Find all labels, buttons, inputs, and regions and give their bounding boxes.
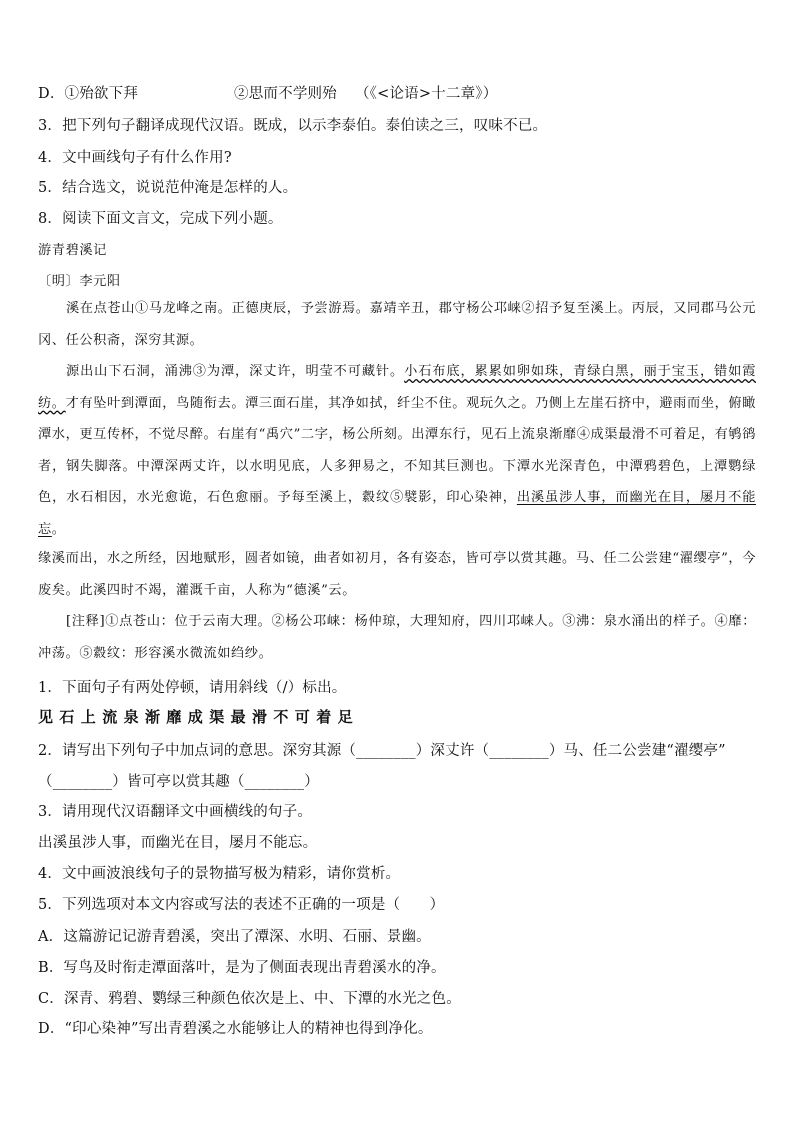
option-d-second: ②思而不学则殆 xyxy=(234,86,337,102)
question-3-top: 3．把下列句子翻译成现代汉语。既成，以示李泰伯。泰伯读之三，叹味不已。 xyxy=(38,118,548,134)
passage-paragraph-2 xyxy=(38,356,756,546)
question-1: 1．下面句子有两处停顿，请用斜线（/）标出。 xyxy=(38,680,347,696)
question-1-sentence: 见石上流泉渐靡成渠最滑不可着足 xyxy=(38,708,360,726)
option-d-line xyxy=(38,82,497,103)
passage-paragraph-3: 缘溪而出，水之所经，因地赋形，圆者如镜，曲者如初月，各有姿态，皆可亭以赏其趣。马、任二公尝建“濯缨亭”，今废矣。此溪四时不竭，灌溉千亩，人称为“德溪”云。 xyxy=(38,551,756,598)
question-3-sentence: 出溪虽涉人事，而幽光在目，屡月不能忘。 xyxy=(38,835,318,851)
question-4-top: 4．文中画线句子有什么作用? xyxy=(38,150,232,166)
underlined-sentence: 出溪虽涉人事，而幽光在目，屡月不能忘 xyxy=(38,490,756,537)
question-5-top: 5．结合选文，说说范仲淹是怎样的人。 xyxy=(38,180,298,196)
option-b: B．写鸟及时衔走潭面落叶，是为了侧面表现出青碧溪水的净。 xyxy=(38,960,446,976)
question-2-line2: （________）皆可亭以赏其趣（________） xyxy=(38,774,319,790)
passage-author: 〔明〕李元阳 xyxy=(38,274,121,289)
option-c: C．深青、鸦碧、鹦绿三种颜色依次是上、中、下潭的水光之色。 xyxy=(38,991,461,1007)
para2-text-b: 才有坠叶到潭面，鸟随衔去。潭三面石崖，其净如拭，纤尘不住。观玩久之。乃侧上左崖石挤中，避雨而坐，俯瞰潭水，更互传杯，不觉尽醉。右崖有“禹穴”二字，杨公所刻。出潭东行，见石上流泉渐靡④成渠最滑不可着足，有鸲鹆者，钢失脚落。中潭深两丈许，以水明见底，人多狎易之，不知其巨测也。下潭水光深青色，中潭鸦碧色，上潭鹦绿色，水石相因，水光愈诡，石色愈丽。予每至溪上，縠纹⑤襞影，印心染神， xyxy=(38,395,757,506)
question-2-line1: 2．请写出下列句子中加点词的意思。深穷其源（________）深丈许（________）马、任二公尝建“濯缨亭” xyxy=(38,743,726,759)
question-5: 5．下列选项对本文内容或写法的表述不正确的一项是（ ） xyxy=(38,897,445,913)
passage-title: 游青碧溪记 xyxy=(38,243,107,258)
question-4: 4．文中画波浪线句子的景物描写极为精彩，请你赏析。 xyxy=(38,866,401,882)
passage-paragraph-1: 溪在点苍山①马龙峰之南。正德庚辰，予尝游焉。嘉靖辛丑，郡守杨公邛崃②招予复至溪上。丙辰，又同郡马公元冈、任公积斋，深穷其源。 xyxy=(38,301,756,348)
option-d-label: D．①殆欲下拜 xyxy=(38,86,139,102)
option-d-source: （《<论语>十二章》） xyxy=(354,86,498,102)
para2-end: 。 xyxy=(51,521,66,537)
option-d: D．“印心染神”写出青碧溪之水能够让人的精神也得到净化。 xyxy=(38,1021,433,1037)
wavy-underlined-sentence: 小石布底，累累如卵如珠，青绿白黑，丽于宝玉，错如霞纺。 xyxy=(38,364,756,411)
question-8-intro: 8．阅读下面文言文，完成下列小题。 xyxy=(38,211,283,227)
passage-notes: [注释]①点苍山：位于云南大理。②杨公邛崃：杨仲琼，大理知府，四川邛崃人。③沸：泉水涌出的样子。④靡：冲荡。⑤縠纹：形容溪水微流如绉纱。 xyxy=(38,614,756,661)
question-3: 3．请用现代汉语翻译文中画横线的句子。 xyxy=(38,804,313,820)
option-a: A．这篇游记记游青碧溪，突出了潭深、水明、石丽、景幽。 xyxy=(38,929,431,945)
para2-text-a: 源出山下石洞，涌沸③为潭，深丈许，明莹不可藏针。 xyxy=(66,364,405,379)
